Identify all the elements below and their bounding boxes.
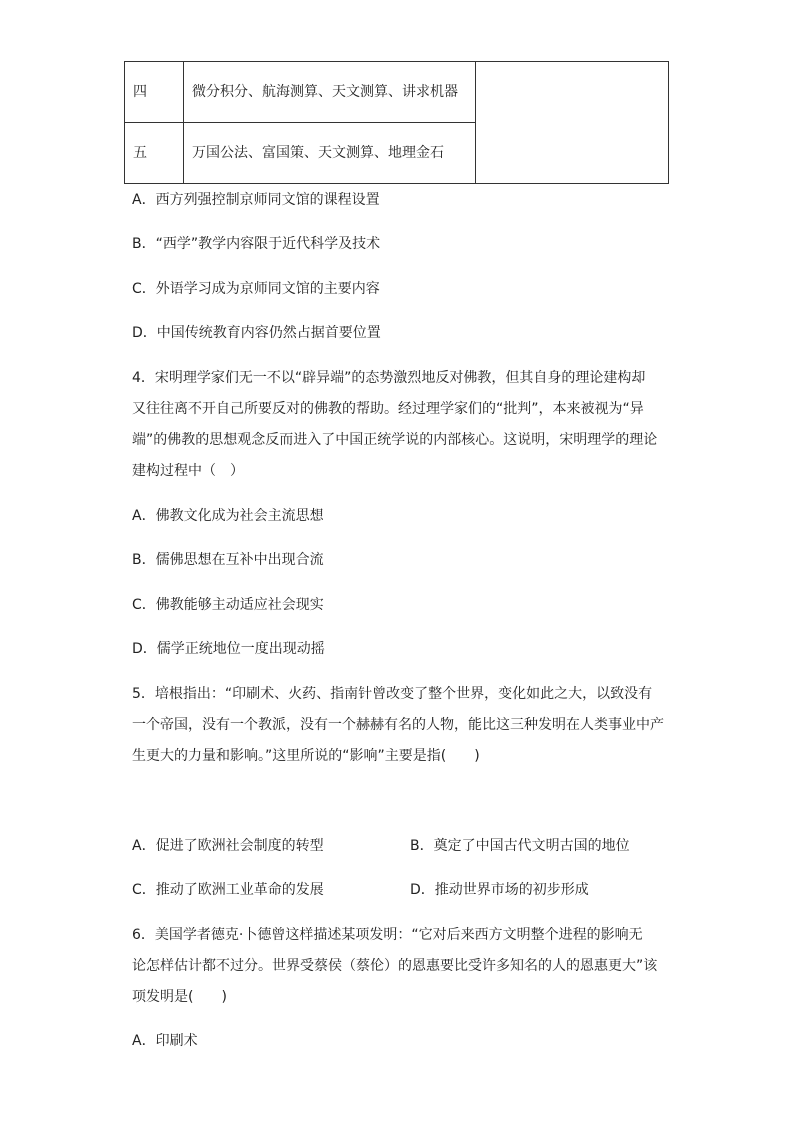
q5-stem-line: 生更大的力量和影响。”这里所说的“影响”主要是指( ): [132, 748, 480, 764]
q5-option-a: A．促进了欧洲社会制度的转型: [132, 838, 324, 854]
q4-option-d: D．儒学正统地位一度出现动摇: [132, 641, 325, 657]
q3-option-d: D．中国传统教育内容仍然占据首要位置: [132, 325, 381, 341]
q4-stem-line: 端”的佛教的思想观念反而进入了中国正统学说的内部核心。这说明，宋明理学的理论: [132, 432, 658, 448]
q3-option-c: C．外语学习成为京师同文馆的主要内容: [132, 281, 380, 297]
table-row: [125, 62, 669, 123]
q5-option-b: B．奠定了中国古代文明古国的地位: [410, 838, 630, 854]
table-cell-year: 四: [125, 62, 184, 123]
q3-option-a: A．西方列强控制京师同文馆的课程设置: [132, 192, 380, 208]
table-cell-year: 五: [125, 123, 184, 184]
q6-stem-line: 项发明是( ): [132, 989, 227, 1005]
q3-option-b: B．“西学”教学内容限于近代科学及技术: [132, 236, 381, 252]
table-cell-subjects: 微分积分、航海测算、天文测算、讲求机器: [184, 62, 476, 123]
q4-option-a: A．佛教文化成为社会主流思想: [132, 508, 324, 524]
q5-option-d: D．推动世界市场的初步形成: [410, 882, 589, 898]
q6-stem-line: 6．美国学者德克·卜德曾这样描述某项发明：“它对后来西方文明整个进程的影响无: [132, 927, 643, 943]
curriculum-table: [124, 61, 669, 184]
q6-stem-line: 论怎样估计都不过分。世界受蔡侯（蔡伦）的恩惠要比受许多知名的人的恩惠更大”该: [132, 958, 658, 974]
q6-option-a: A．印刷术: [132, 1033, 198, 1049]
q5-option-c: C．推动了欧洲工业革命的发展: [132, 882, 324, 898]
q4-stem-line: 建构过程中（ ）: [132, 463, 244, 479]
table-cell-note: [476, 62, 669, 184]
q4-stem-line: 4．宋明理学家们无一不以“辟异端”的态势激烈地反对佛教，但其自身的理论建构却: [132, 370, 646, 386]
q4-stem-line: 又往往离不开自己所要反对的佛教的帮助。经过理学家们的“批判”，本来被视为“异: [132, 401, 644, 417]
q4-option-b: B．儒佛思想在互补中出现合流: [132, 552, 324, 568]
table-cell-subjects: 万国公法、富国策、天文测算、地理金石: [184, 123, 476, 184]
q5-stem-line: 5．培根指出：“印刷术、火药、指南针曾改变了整个世界，变化如此之大，以致没有: [132, 686, 653, 702]
q5-stem-line: 一个帝国，没有一个教派，没有一个赫赫有名的人物，能比这三种发明在人类事业中产: [132, 717, 664, 733]
q4-option-c: C．佛教能够主动适应社会现实: [132, 597, 324, 613]
